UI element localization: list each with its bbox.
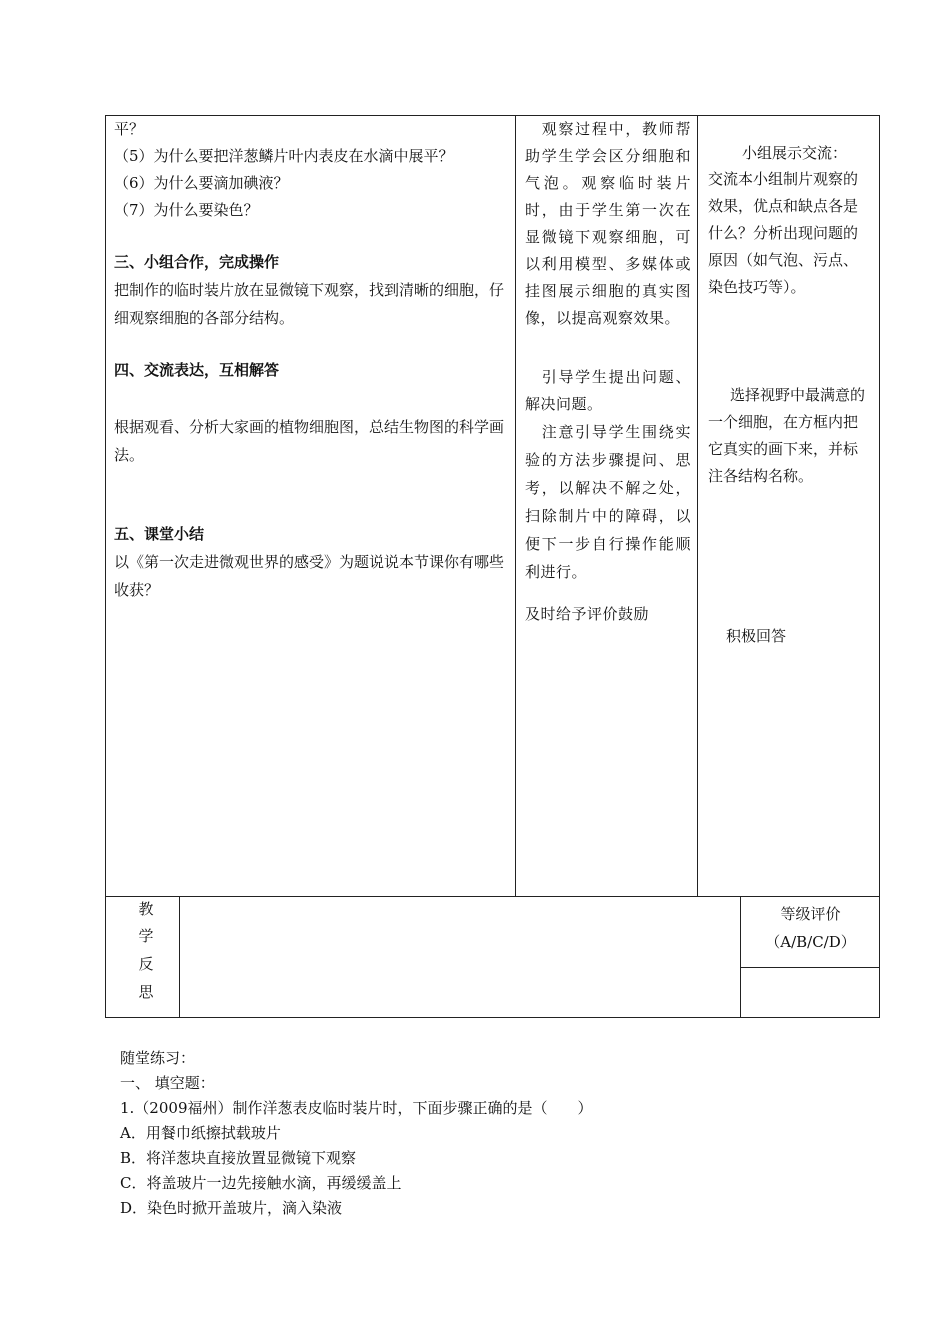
teacher-guidance-1: 观察过程中，教师帮助学生学会区分细胞和气泡。观察临时装片时，由于学生第一次在显微镜下观察细胞，可以利用模型、多媒体或挂图展示细胞的真实图像，以提高观察效果。	[525, 120, 691, 327]
teacher-guidance-4: 及时给予评价鼓励	[525, 605, 650, 623]
question-7: （7）为什么要染色？	[114, 201, 259, 219]
section-3-text: 把制作的临时装片放在显微镜下观察，找到清晰的细胞，仔细观察细胞的各部分结构。	[114, 281, 505, 327]
section-5-title: 五、课堂小结	[114, 525, 205, 543]
reflection-label	[106, 896, 180, 1017]
reflection-content	[180, 896, 741, 1017]
grade-title: 等级评价	[780, 905, 841, 923]
section-5-text: 以《第一次走进微观世界的感受》为题说说本节课你有哪些收获？	[114, 553, 505, 599]
grade-scale: （A/B/C/D）	[765, 933, 856, 951]
teacher-guidance-2: 引导学生提出问题、解决问题。	[525, 368, 691, 413]
reflection-table	[105, 896, 880, 1018]
lesson-table	[105, 115, 880, 897]
option-a: A．用餐巾纸擦拭载玻片	[120, 1124, 281, 1142]
grade-header	[741, 896, 880, 968]
content-column	[106, 116, 516, 896]
student-activity-3: 积极回答	[726, 627, 787, 645]
student-activity-1: 交流本小组制片观察的效果，优点和缺点各是什么？分析出现问题的原因（如气泡、污点、染色技巧等）。	[708, 170, 859, 296]
grade-cell	[741, 896, 880, 1017]
question-6: （6）为什么要滴加碘液？	[114, 174, 289, 192]
student-activity-title: 小组展示交流：	[742, 144, 848, 162]
reflection-char-4: 思	[138, 983, 154, 1001]
reflection-char-3: 反	[138, 955, 154, 973]
section-4-text: 根据观看、分析大家画的植物细胞图，总结生物图的科学画法。	[114, 418, 505, 464]
option-c: C．将盖玻片一边先接触水滴，再缓缓盖上	[120, 1174, 402, 1192]
teacher-guidance-3: 注意引导学生围绕实验的方法步骤提问、思考，以解决不解之处，扫除制片中的障碍，以便下一步自行操作能顺利进行。	[525, 423, 691, 581]
option-b: B．将洋葱块直接放置显微镜下观察	[120, 1149, 357, 1167]
reflection-char-2: 学	[138, 927, 154, 945]
exercise-section: 一、 填空题：	[120, 1074, 215, 1092]
question-5: （5）为什么要把洋葱鳞片叶内表皮在水滴中展平？	[114, 147, 454, 165]
teacher-column	[516, 116, 698, 896]
section-4-title: 四、交流表达，互相解答	[114, 361, 280, 379]
question-continuation: 平？	[114, 120, 145, 138]
section-3-title: 三、小组合作，完成操作	[114, 253, 280, 271]
student-column	[698, 116, 880, 896]
student-activity-2: 选择视野中最满意的一个细胞，在方框内把它真实的画下来，并标注各结构名称。	[708, 386, 866, 485]
option-d: D．染色时掀开盖玻片，滴入染液	[120, 1199, 343, 1217]
exercise-title: 随堂练习：	[120, 1049, 196, 1067]
reflection-char-1: 教	[138, 900, 154, 918]
exercise-question: 1.（2009福州）制作洋葱表皮临时装片时，下面步骤正确的是（ ）	[120, 1099, 593, 1117]
